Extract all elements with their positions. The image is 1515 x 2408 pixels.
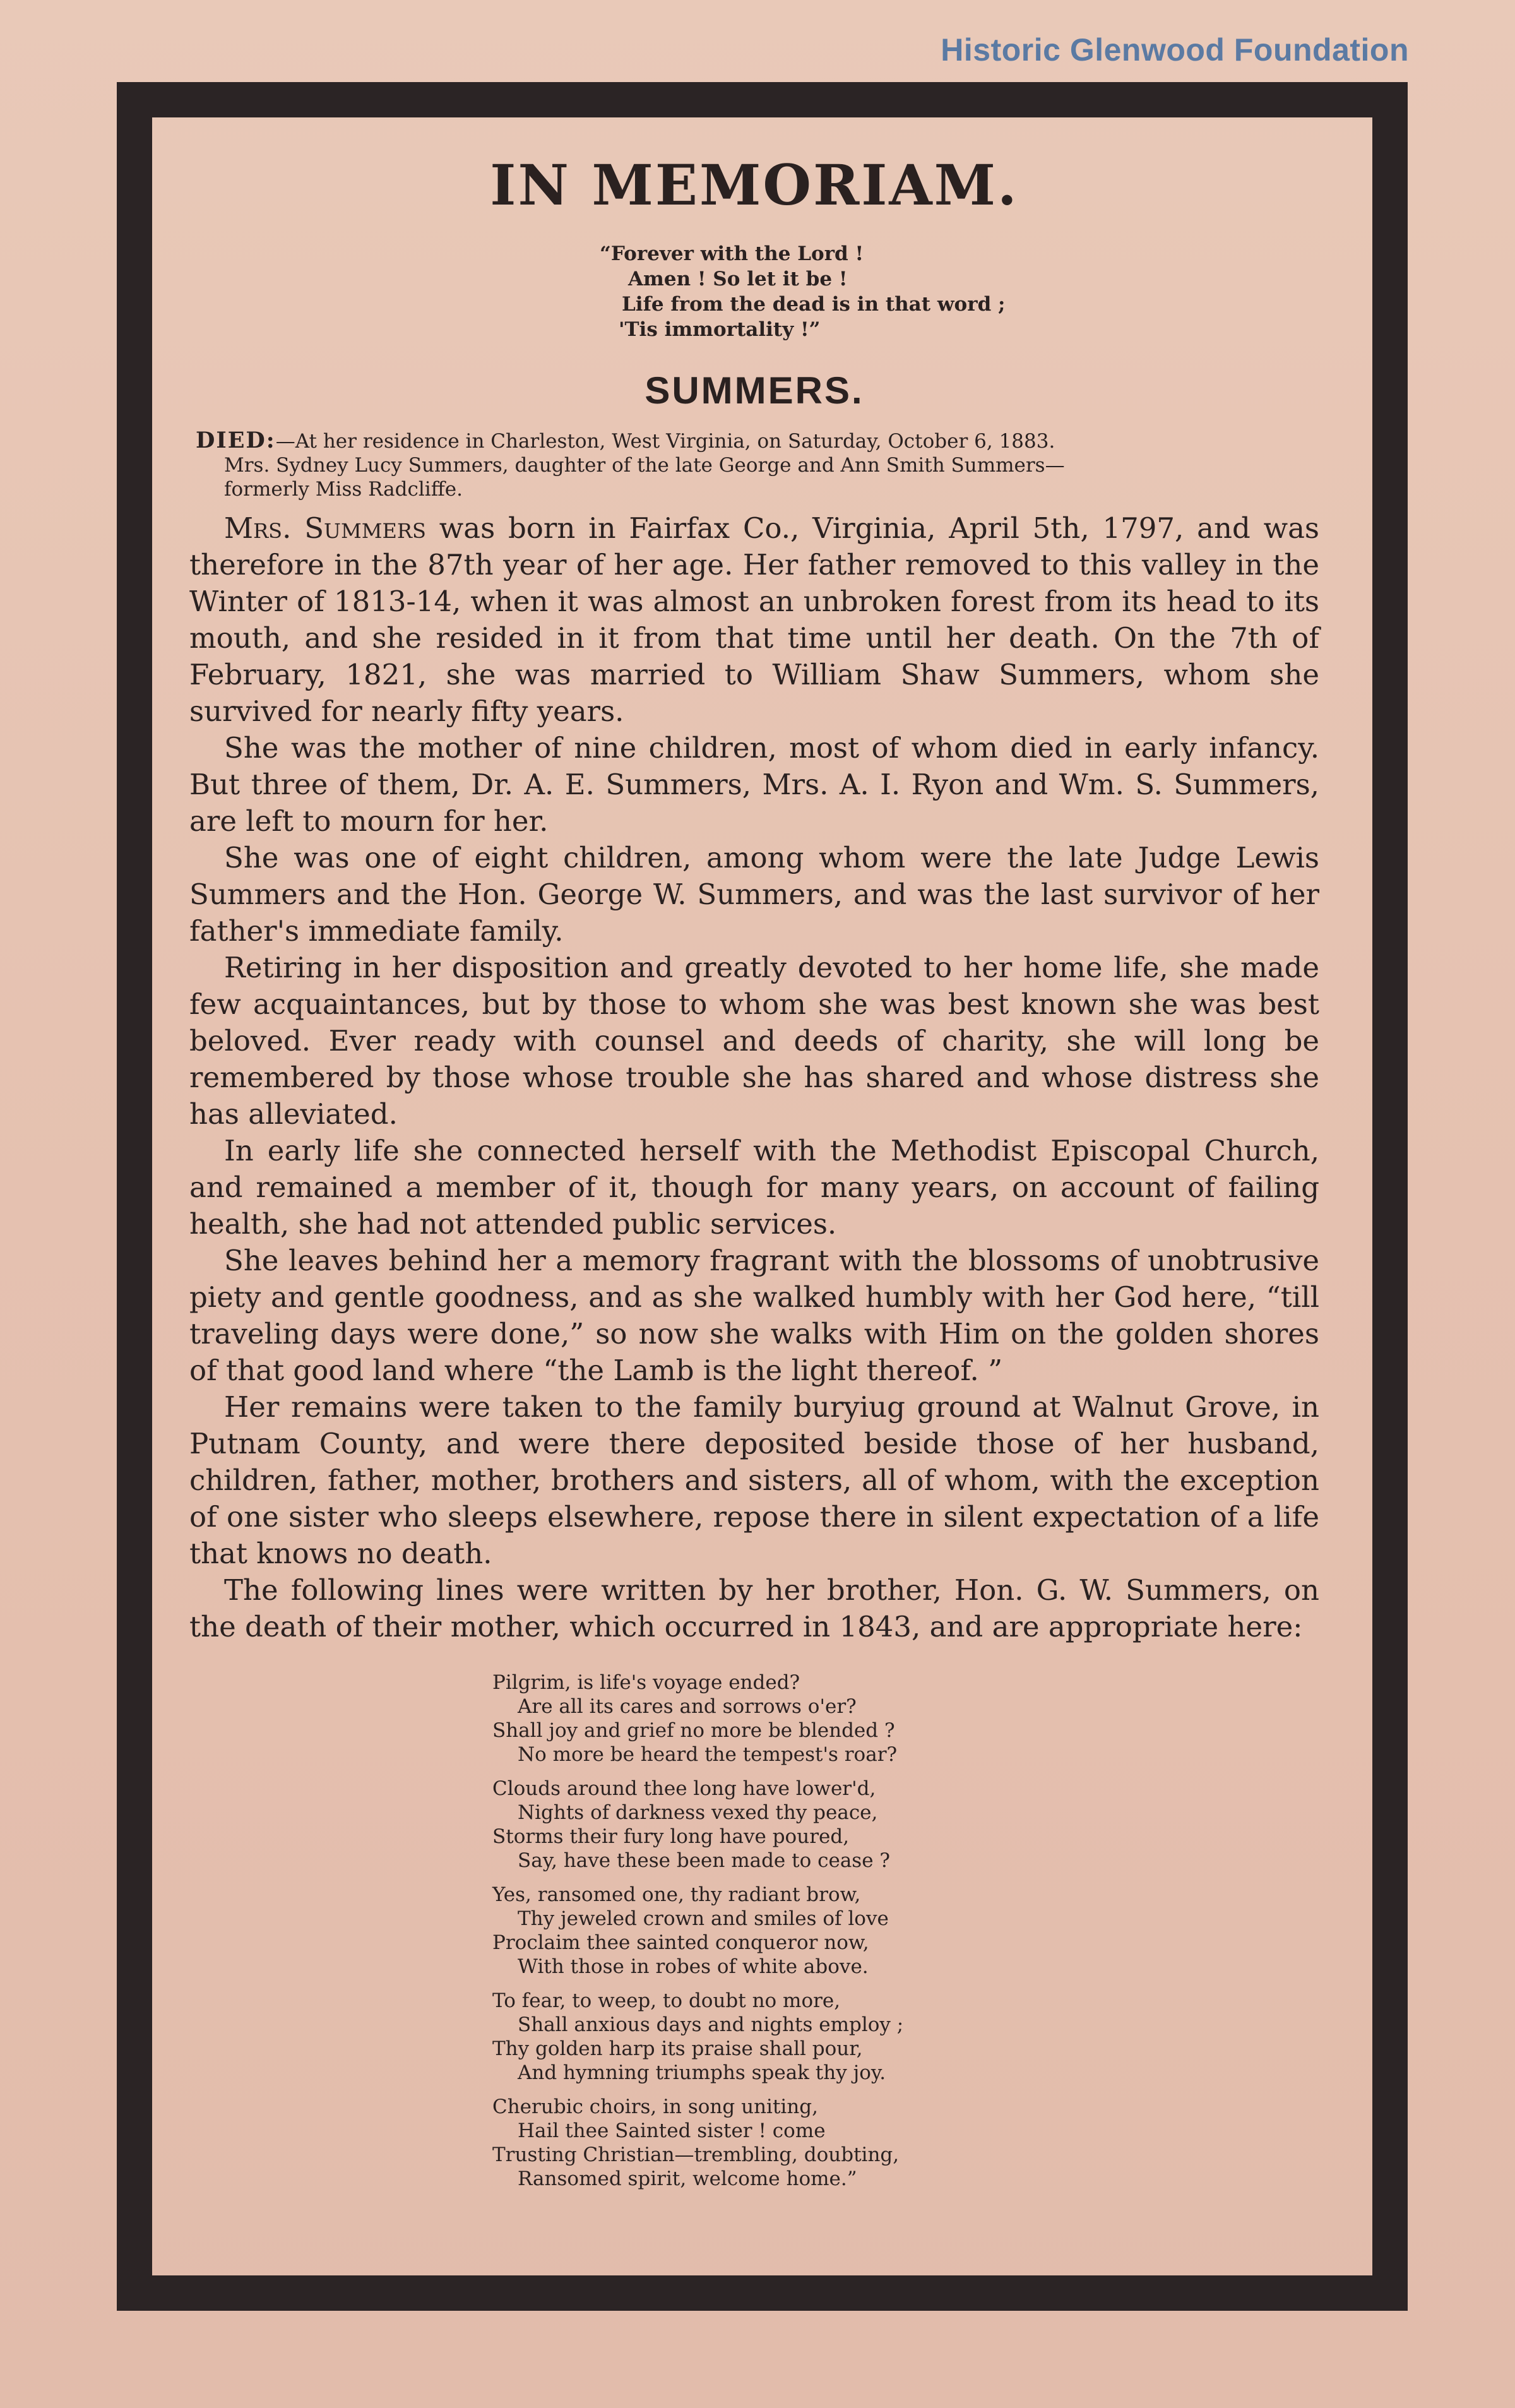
poem-line: With those in robes of white above. <box>518 1955 869 1978</box>
epigraph-line: “Forever with the Lord ! <box>600 242 864 265</box>
poem-stanza <box>492 1883 1319 1979</box>
paragraph: Her remains were taken to the family buryiug ground at Walnut Grove, in Putnam County, and were there deposited beside those of her husband, children, father, mother, brothers and sisters, all of whom, with the exception of one sister who sleeps elsewhere, repose there in silent expectation of a life that knows no death. <box>189 1390 1319 1570</box>
poem-stanza <box>492 2095 1319 2191</box>
poem-line: Nights of darkness vexed thy peace, <box>518 1801 878 1824</box>
poem-line: Thy golden harp its praise shall pour, <box>492 2037 863 2060</box>
foundation-watermark: Historic Glenwood Foundation <box>941 32 1409 68</box>
died-line: Mrs. Sydney Lucy Summers, daughter of the late George and Ann Smith Summers— <box>224 453 1065 477</box>
poem-line: Yes, ransomed one, thy radiant brow, <box>492 1883 861 1906</box>
paragraph: She was the mother of nine children, most of whom died in early infancy. But three of them, Dr. A. E. Summers, Mrs. A. I. Ryon and Wm. S. Summers, are left to mourn for her. <box>189 730 1319 838</box>
poem-line: Are all its cares and sorrows o'er? <box>518 1695 857 1718</box>
poem-stanza <box>492 1989 1319 2085</box>
paragraph: She was one of eight children, among whom were the late Judge Lewis Summers and the Hon. George W. Summers, and was the last survivor of her father's immediate family. <box>189 840 1319 948</box>
family-name-heading: SUMMERS. <box>645 369 864 412</box>
poem-stanza <box>492 1777 1319 1873</box>
memorial-content <box>189 152 1320 2201</box>
epigraph <box>600 241 1319 342</box>
paragraph: In early life she connected herself with the Methodist Episcopal Church, and remained a member of it, though for many years, on account of failing health, she had not attended public services. <box>189 1133 1319 1241</box>
epigraph-line: Amen ! So let it be ! <box>628 267 848 290</box>
poem-line: Ransomed spirit, welcome home.” <box>518 2167 857 2190</box>
paragraph-lead: Mrs. Summers <box>224 511 426 545</box>
poem-line: Shall joy and grief no more be blended ? <box>492 1719 895 1742</box>
poem-line: Pilgrim, is life's voyage ended? <box>492 1671 800 1694</box>
poem-line: Thy jeweled crown and smiles of love <box>518 1907 889 1930</box>
paragraph <box>189 510 1319 730</box>
poem-line: No more be heard the tempest's roar? <box>518 1743 898 1766</box>
poem-line: Say, have these been made to cease ? <box>518 1849 891 1872</box>
page-title: IN MEMORIAM. <box>490 152 1019 218</box>
poem-line: Shall anxious days and nights employ ; <box>518 2013 904 2036</box>
paragraph: She leaves behind her a memory fragrant with the blossoms of unobtrusive piety and gentle goodness, and as she walked humbly with her God here, “till traveling days were done,” so now she walks with Him on the golden shores of that good land where “the Lamb is the light thereof. ” <box>189 1243 1319 1387</box>
epigraph-line: Life from the dead is in that word ; <box>622 292 1006 316</box>
poem-line: And hymning triumphs speak thy joy. <box>518 2061 886 2084</box>
died-line: formerly Miss Radcliffe. <box>224 477 463 501</box>
paragraph: The following lines were written by her brother, Hon. G. W. Summers, on the death of their mother, which occurred in 1843, and are appropriate here: <box>189 1573 1319 1643</box>
paragraph: Retiring in her disposition and greatly devoted to her home life, she made few acquaintances, but by those to whom she was best known she was best beloved. Ever ready with counsel and deeds of charity, she will long be remembered by those whose trouble she has shared and whose distress she has alleviated. <box>189 950 1319 1131</box>
poem-line: Clouds around thee long have lower'd, <box>492 1777 876 1800</box>
poem-line: Trusting Christian—trembling, doubting, <box>492 2143 900 2166</box>
died-line: —At her residence in Charleston, West Virginia, on Saturday, October 6, 1883. <box>275 429 1055 453</box>
epigraph-line: 'Tis immortality !” <box>619 318 821 341</box>
obituary-body <box>189 510 1319 1645</box>
poem-line: Cherubic choirs, in song uniting, <box>492 2095 818 2118</box>
poem-line: To fear, to weep, to doubt no more, <box>492 1989 841 2012</box>
poem-line: Hail thee Sainted sister ! come <box>518 2119 826 2142</box>
paragraph-text: was born in Fairfax Co., Virginia, April 5th, 1797, and was therefore in the 87th year of her age. Her father removed to this valley in the Winter of 1813-14, when it was almost an unbroken forest from its head to its mouth, and she resided in it from that time until her death. On the 7th of February, 1821, she was married to William Shaw Summers, whom she survived for nearly fifty years. <box>189 511 1320 728</box>
poem-stanza <box>492 1671 1319 1767</box>
poem-line: Proclaim thee sainted conqueror now, <box>492 1931 869 1954</box>
poem-line: Storms their fury long have poured, <box>492 1825 850 1848</box>
poem <box>492 1671 1319 2191</box>
death-notice <box>196 429 1319 501</box>
died-label: DIED: <box>196 427 276 453</box>
